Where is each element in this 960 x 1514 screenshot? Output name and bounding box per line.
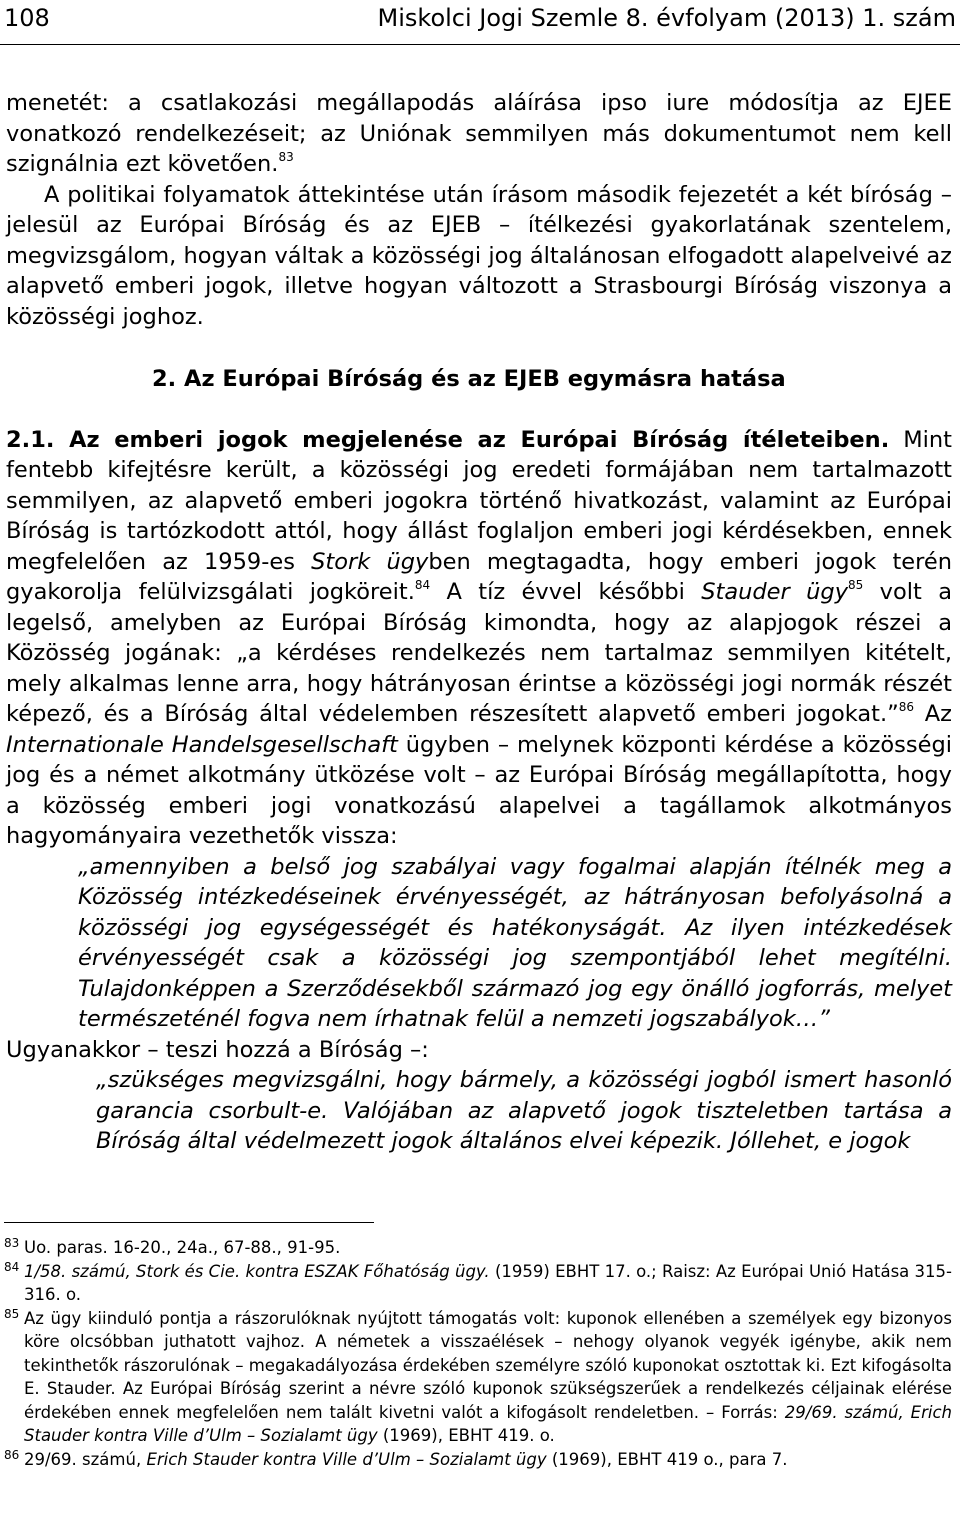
paragraph: 2.1. Az emberi jogok megjelenése az Európai Bíróság ítéleteiben. Mint fentebb kifejtésre került, a közösségi jog eredeti formájában nem tartalmazott semmilyen, az alapvető emberi jogokra történő hivatkozást, valamint az Európai Bíróság is tartózkodott attól, hogy állást foglaljon emberi jogi kérdésekben, ennek megfelelően az 1959-es Stork ügyben megtagadta, hogy emberi jogok terén gyakorolja felülvizsgálati jogköreit.$^{84}$ A tíz évvel későbbi Stauder ügy$^{85}$ volt a legelső, amelyben az Európai Bíróság kimondta, hogy az alapjogok részei a Közösség jogának: „a kérdéses rendelkezés nem tartalmaz semmilyen kitételt, mely alkalmas lenne arra, hogy hátrányosan érintse a közösségi jogi normák részét képező, és a Bíróság által védelemben részesített alapvető emberi jogokat.”$^{86}$ Az Internationale Handelsgesellschaft ügyben – melynek központi kérdése a közösségi jog és a német alkotmány ütközése volt – az Európai Bíróság megállapította, hogy a közösség emberi jogi vonatkozású alapelvei a tagállamok alkotmányos hagyományaira vezethetők vissza: bbox=[6, 426, 953, 849]
paragraph: A politikai folyamatok áttekintése után írásom második fejezetét a két bíróság – jelesül az Európai Bíróság és az EJEB – ítélkezési gyakorlatának szentelem, megvizsgálom, hogyan váltak a közösségi jog általánosan elfogadott alapelveivé az alapvető emberi jogok, illetve hogyan változott a Strasbourgi Bíróság viszonya a közösségi joghoz. bbox=[6, 181, 952, 330]
paragraph: menetét: a csatlakozási megállapodás aláírása ipso iure módosítja az EJEE vonatkozó rendelkezéseit; az Uniónak semmilyen más dokumentumot nem kell szignálnia ezt követően.$^{83}$ bbox=[6, 90, 952, 177]
footnote-rule bbox=[4, 1222, 374, 1223]
footnotes bbox=[4, 1236, 952, 1471]
page-header bbox=[0, 0, 960, 50]
footnote: 84 1/58. számú, Stork és Cie. kontra ESZAK Főhatóság ügy. (1959) EBHT 17. o.; Raisz: Az Európai Unió Hatása 315-316. o. bbox=[4, 1259, 952, 1304]
paragraph: Ugyanakkor – teszi hozzá a Bíróság –: bbox=[6, 1036, 429, 1063]
footnote: 85 Az ügy kiinduló pontja a rászorulóknak nyújtott támogatás volt: kuponok ellenében a személyek egy bizonyos köre olcsóbban juthatott vajhoz. A németek a visszaélések – nehogy olyanok vegyék igénybe, akik nem tekinthetők rászorulónak – megakadályozása érdekében személyre szóló kuponokat osztottak ki. Ezt kifogásolta E. Stauder. Az Európai Bíróság szerint a névre szóló kuponok szükségszerűek a rendelkezés céljainak elérése érdekében ennek megfelelően nem talált kivetni valót a kifogásolt rendeletben. – Forrás: 29/69. számú, Erich Stauder kontra Ville d’Ulm – Sozialamt ügy (1969), EBHT 419. o. bbox=[4, 1306, 952, 1445]
footnote: 83 Uo. paras. 16-20., 24a., 67-88., 91-95. bbox=[4, 1236, 341, 1257]
footnote: 86 29/69. számú, Erich Stauder kontra Ville d’Ulm – Sozialamt ügy (1969), EBHT 419 o., para 7. bbox=[4, 1447, 788, 1469]
footnote-ref: 86 bbox=[898, 700, 915, 714]
main-text bbox=[6, 88, 952, 1157]
footnote-ref: 85 bbox=[848, 578, 864, 592]
footnote-ref: 83 bbox=[278, 150, 294, 164]
section-heading: 2. Az Európai Bíróság és az EJEB egymásra hatása bbox=[152, 366, 786, 392]
block-quote: „amennyiben a belső jog szabályai vagy fogalmai alapján ítélnék meg a Közösség intézkedéseinek érvényességét, az hátrányosan befolyásolná a közösségi jog egységességét és hatékonyságát. Az ilyen intézkedések érvényességét csak a közösségi jog szempontjából lehet megítélni. Tulajdonképpen a Szerződésekből származó jog egy önálló jogforrás, melyet természeténél fogva nem írhatnak felül a nemzeti jogszabályok…” bbox=[78, 853, 952, 1032]
page-number: 108 bbox=[4, 4, 50, 32]
header-rule bbox=[0, 44, 960, 45]
footnote-ref: 84 bbox=[414, 578, 431, 592]
block-quote: „szükséges megvizsgálni, hogy bármely, a közösségi jogból ismert hasonló garancia csorbult-e. Valójában az alapvető jogok tiszteletben tartása a Bíróság által védelmezett jogok általános elvei képezik. Jóllehet, e jogok bbox=[96, 1067, 952, 1154]
journal-title: Miskolci Jogi Szemle 8. évfolyam (2013) 1. szám bbox=[377, 4, 956, 32]
subsection-heading: 2.1. Az emberi jogok megjelenése az Európai Bíróság ítéleteiben. bbox=[6, 426, 890, 453]
